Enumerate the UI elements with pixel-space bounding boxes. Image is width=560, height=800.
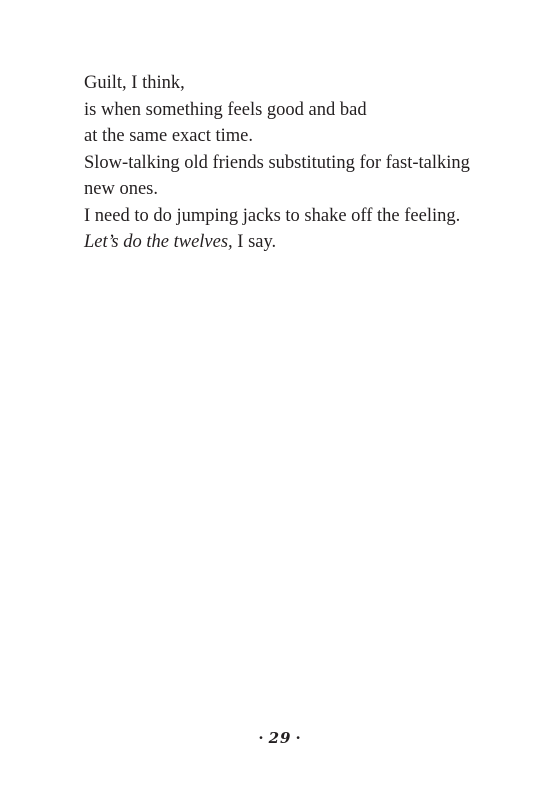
left-dot: · <box>258 729 265 747</box>
poem-line-ending: I say. <box>232 232 277 252</box>
right-dot: · <box>295 729 302 747</box>
poem-line: Slow-talking old friends substituting for fast-talking <box>84 152 470 173</box>
page-number-footer <box>0 729 560 747</box>
poem-line: at the same exact time. <box>84 126 253 146</box>
poem-line: is when something feels good and bad <box>84 99 367 120</box>
poem-line: new ones. <box>84 179 158 199</box>
poem-last-line <box>84 229 504 256</box>
italic-phrase: Let’s do the twelves, <box>84 232 233 252</box>
page-number: 29 <box>268 729 292 747</box>
poem-text <box>84 70 504 256</box>
poem-line: I need to do jumping jacks to shake off the feeling. <box>84 205 461 226</box>
poem-line: Guilt, I think, <box>84 73 185 93</box>
